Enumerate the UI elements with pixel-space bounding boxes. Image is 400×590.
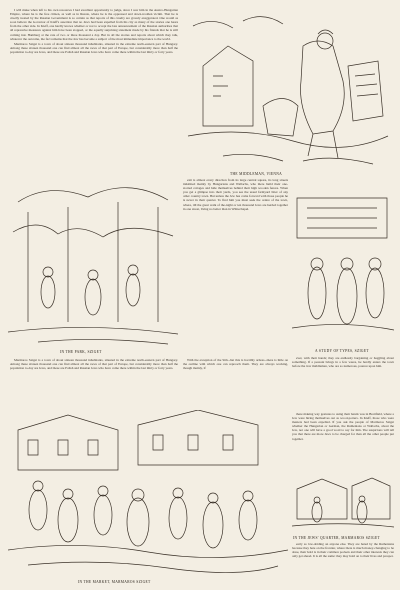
article-paragraph: ever, with their hands; they are endlessly bargaining or haggling about something. If a peasant brings in a few wares, he hardly enters the town before the Jew middlemen, who are so numerous, pounce upon him.	[292, 356, 394, 369]
caption-park: IN THE PARK, SZIGET	[60, 350, 102, 354]
article-paragraph: there making way gestures to using their hands was in Breitfield, where a Jew were hiring themselves out as wood-porters. In Kieff, those who were masters had been expelled. If you ask the people of Marmaros Sziget whether the Hungarian or German, the Ruthenians or Wallachs, about the Jew, not one will have a good word to say for him. The suspicions will tell you that there are more Jews to be charged for than all the other people put together.	[292, 412, 394, 441]
caption-market: IN THE MARKET, MARMAROS SZIGET	[78, 580, 151, 584]
caption-jews-quarter: IN THE JEWS' QUARTER, MARMAROS SZIGET	[293, 536, 380, 540]
illustration-jews-quarter	[292, 474, 394, 534]
illustration-types	[292, 178, 394, 348]
caption-types: A STUDY OF TYPES, SZIGET	[315, 349, 369, 353]
article-paragraph: I will make when left to his own resources I had excellent opportunity to judge, since I saw him in the Austro-Hungarian Empire, where he is the free citizen, as well as in Russia, where he is the oppressed and down-trodden victim. That he is cruelly treated by the Russian Government is so certain as that reports of this cruelty are grossly exaggerated. One would as soon believe the Governor of Kieff's assertion that no Jews had been expelled from his city as many of the stories one hears from the other side. In Kieff, one hardly knows whether or not to accept the late announcement of the Russian authorities that all repressive measures against him have been stopped, or the equally surprising statement made by his friends that he is still coming into Hamburg at the rate of two or three thousand a day. But in all the stories and reports about which they talk, whatever the outcome, the fact remains that the Jew has become a subject of the most immediate importance to the world.	[10, 8, 178, 41]
article-column-middle	[183, 178, 288, 353]
illustration-park	[8, 172, 178, 350]
article-paragraph: exit is almost every direction from its large central square, its long streets inhabited mainly by Hungarians and Wallachs, who there build their one-storied cottages and hide themselves behind their high wooden fences. When you get a glimpse into their yards, you see the usual farmyard litter of any other country town. But unless the Jew has come forward with those people he is never in their quarter. To find him you must seek the centre of the town, where, till the great walk of the-night or ten thousand Jews are herded together in one street, living no better than in Whitechapel.	[183, 178, 288, 211]
article-column-lower-middle	[183, 358, 288, 406]
illustration-middleman	[183, 6, 393, 174]
article-column-lower-left	[10, 358, 178, 406]
article-paragraph: early as low-abiding an anyone else. They are hated by the Ruthenians because they hate on the frontier, where there is much money-changing to be done, their hold is in their common pockets and their other interests they can only get ahead. It is all the same: they may hold on to their lives and prosper.	[292, 542, 394, 559]
article-paragraph: Marmaros Sziget is a town of about sixteen thousand inhabitants, situated in the extreme north-eastern part of Hungary. Among these sixteen thousand one can find almost all the races of that part of Europe, but considerably more than half the population to-day are Jews, and these are Polish and Russian Jews who have come there within the last thirty or forty years.	[10, 358, 178, 371]
article-column-top-left	[10, 8, 178, 168]
article-column-bottom-right	[292, 542, 394, 584]
caption-middleman: THE MIDDLEMAN, VIENNA	[230, 172, 283, 176]
illustration-market	[8, 410, 288, 580]
article-column-right-bottom	[292, 412, 394, 472]
article-paragraph: Marmaros Sziget is a town of about sixteen thousand inhabitants, situated in the extreme north-eastern part of Hungary. Among these sixteen thousand one can find almost all the races of that part of Europe, but considerably more than half the population to-day are Jews, and these are Polish and Russian Jews who have come there within the last thirty or forty years.	[10, 41, 178, 54]
article-paragraph: With the exception of the Sith--but this is horribly artless--there is little on the outline with which one can reproach them. They are always working, though mainly, if	[183, 358, 288, 371]
article-column-right-top	[292, 356, 394, 408]
